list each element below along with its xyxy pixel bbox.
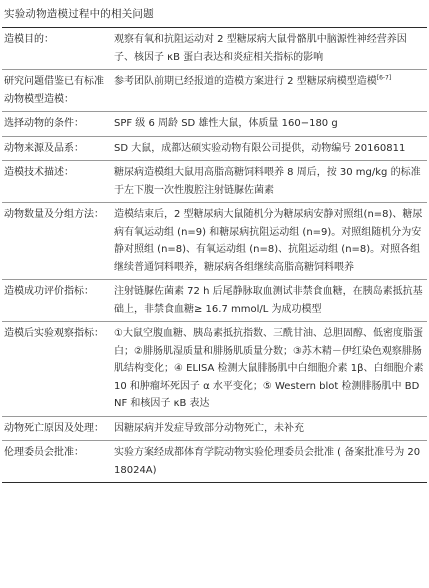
row-label: 造模后实验观察指标： [2,322,108,417]
row-value: 实验方案经成都体育学院动物实验伦理委员会批准 ( 备案批准号为 2018024A) [108,441,427,483]
row-value: SD 大鼠，成都达硕实验动物有限公司提供，动物编号 20160811 [108,136,427,161]
row-value: 注射链脲佐菌素 72 h 后尾静脉取血测试非禁食血糖，在胰岛素抵抗基础上，非禁食血糖≥ 16.7 mmol/L 为成功模型 [108,280,427,322]
row-label: 造模目的： [2,28,108,70]
row-label: 造模成功评价指标： [2,280,108,322]
table-row [2,441,427,483]
row-label: 造模技术描述： [2,161,108,203]
row-label: 研究问题借鉴已有标准动物模型造模： [2,70,108,112]
table-row [2,322,427,417]
citation-ref: [6-7] [376,74,392,82]
row-label: 动物数量及分组方法： [2,203,108,280]
table-row [2,161,427,203]
table-row [2,28,427,70]
table-row [2,280,427,322]
table-row [2,112,427,137]
table-row [2,136,427,161]
row-value: 糖尿病造模组大鼠用高脂高糖饲料喂养 8 周后，按 30 mg/kg 的标准于左下腹一次性腹腔注射链脲佐菌素 [108,161,427,203]
info-table [2,28,427,483]
row-value: ①大鼠空腹血糖、胰岛素抵抗指数、三酰甘油、总胆固醇、低密度脂蛋白；②腓肠肌湿质量和腓肠肌质量分数；③苏木精－伊红染色观察腓肠肌结构变化；④ ELISA 检测大鼠腓肠肌中白细胞介素 1β、白细胞介素 10 和肿瘤坏死因子 α 水平变化；⑤ Western blot 检测腓肠肌中 BDNF 和核因子 κB 表达 [108,322,427,417]
table-row [2,203,427,280]
row-value-text: 参考团队前期已经报道的造模方案进行 2 型糖尿病模型造模 [114,76,377,87]
table-row [2,70,427,112]
row-value [108,70,427,112]
table-title: 实验动物造模过程中的相关问题 [2,0,427,28]
row-value: 观察有氧和抗阻运动对 2 型糖尿病大鼠骨骼肌中脑源性神经营养因子、核因子 κB 蛋白表达和炎症相关指标的影响 [108,28,427,70]
row-value: 因糖尿病并发症导致部分动物死亡，未补充 [108,416,427,441]
row-label: 选择动物的条件： [2,112,108,137]
row-label: 伦理委员会批准： [2,441,108,483]
row-label: 动物死亡原因及处理： [2,416,108,441]
table-row [2,416,427,441]
row-label: 动物来源及品系： [2,136,108,161]
row-value: SPF 级 6 周龄 SD 雄性大鼠，体质量 160−180 g [108,112,427,137]
row-value: 造模结束后，2 型糖尿病大鼠随机分为糖尿病安静对照组(n=8)、糖尿病有氧运动组 (n=9) 和糖尿病抗阻运动组 (n=9)。对照组随机分为安静对照组 (n=8)、有氧运动组 (n=8)、抗阻运动组 (n=8)。对照各组继续普通饲料喂养，糖尿病各组继续高脂高糖饲料喂养 [108,203,427,280]
